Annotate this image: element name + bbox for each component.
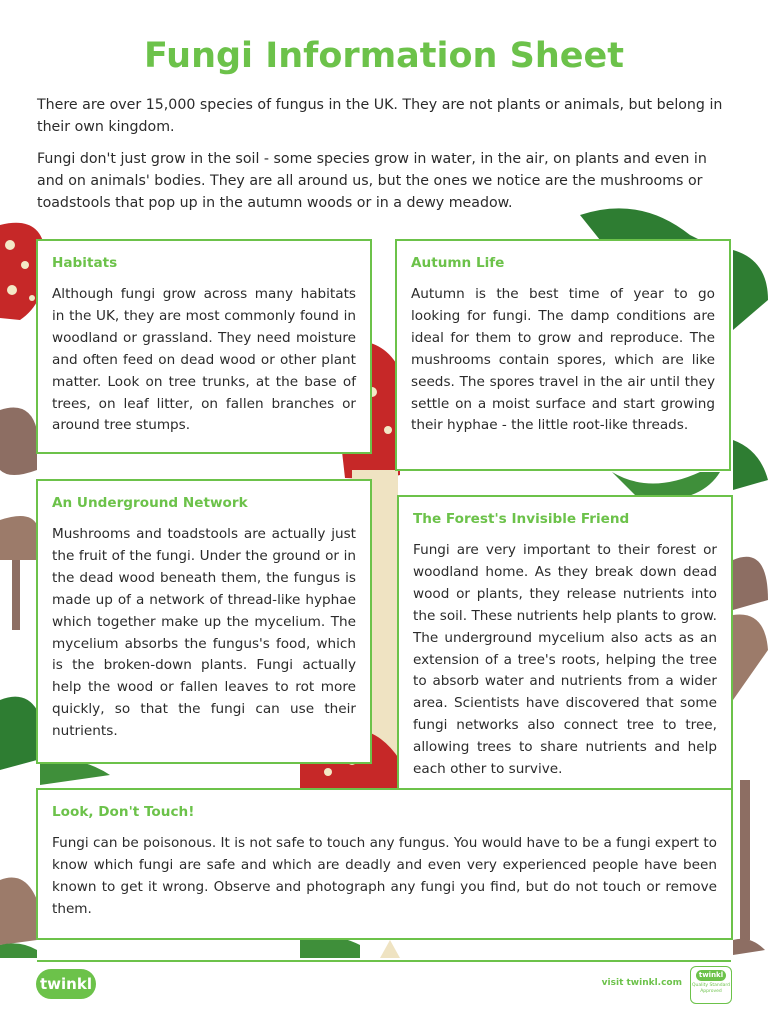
mushroom-right-icon — [733, 557, 768, 610]
autumn-life-heading: Autumn Life — [411, 255, 505, 271]
underground-network-heading: An Underground Network — [52, 495, 248, 511]
visit-link[interactable]: visit twinkl.com — [601, 978, 682, 988]
invisible-friend-heading: The Forest's Invisible Friend — [413, 511, 630, 527]
invisible-friend-box — [397, 495, 733, 819]
autumn-life-text: Autumn is the best time of year to go looking for fungi. The damp conditions are ideal for them to grow and reproduce. The mushrooms contain spores, which are like seeds. The spores travel in the air until they settle on a moist surface and start growing their hyphae - the little root-like threads. — [411, 286, 715, 434]
badge-brand: twinkl — [696, 970, 726, 981]
habitats-heading: Habitats — [52, 255, 118, 271]
habitats-text: Although fungi grow across many habitats in the UK, they are most commonly found in woodland or grassland. They need moisture and often feed on dead wood or other plant matter. Look on tree trunks, at the base of trees, on leaf litter, on fallen branches or around tree stumps. — [52, 286, 356, 434]
intro-paragraph-1: There are over 15,000 species of fungus in the UK. They are not plants or animals, but belong in their own kingdom. — [37, 97, 723, 135]
look-dont-touch-heading: Look, Don't Touch! — [52, 804, 195, 820]
footer-divider — [37, 960, 731, 962]
look-dont-touch-box — [36, 788, 733, 940]
habitats-box — [36, 239, 372, 454]
quality-badge-icon — [690, 966, 732, 1004]
underground-network-box — [36, 479, 372, 764]
underground-network-text: Mushrooms and toadstools are actually just the fruit of the fungi. Under the ground or in the dead wood beneath them, the fungus is made up of a network of thread-like hyphae which together make up the mycelium. The mycelium absorbs the fungus's food, which is the broken-down plants. Fungi actually help the wood or fallen leaves to rot more quickly, so that the fungi can use their nutrients. — [52, 526, 356, 740]
intro-paragraph-2: Fungi don't just grow in the soil - some species grow in water, in the air, on plants and even in and on animals' bodies. They are all around us, but the ones we notice are the mushrooms or toadstools that pop up in the autumn woods or in a dewy meadow. — [37, 151, 707, 211]
look-dont-touch-text: Fungi can be poisonous. It is not safe to touch any fungus. You would have to be a fungi expert to know which fungi are safe and which are deadly and even very experienced people have been known to get it wrong. Observe and photograph any fungi you find, but do not touch or remove them. — [52, 835, 717, 917]
twinkl-logo[interactable]: twinkl — [36, 969, 96, 999]
autumn-life-box — [395, 239, 731, 471]
mushroom-left-icon — [0, 408, 37, 476]
page-title: Fungi Information Sheet — [143, 36, 624, 76]
badge-text: Quality Standard Approved — [692, 983, 730, 994]
invisible-friend-text: Fungi are very important to their forest or woodland home. As they break down dead wood or plants, they release nutrients into the soil. These nutrients help plants to grow. The underground mycelium also acts as an extension of a tree's roots, helping the tree to absorb water and nutrients from a wider area. Scientists have discovered that some fungi networks also connect tree to tree, allowing trees to share nutrients and help each other to survive. — [413, 542, 717, 778]
